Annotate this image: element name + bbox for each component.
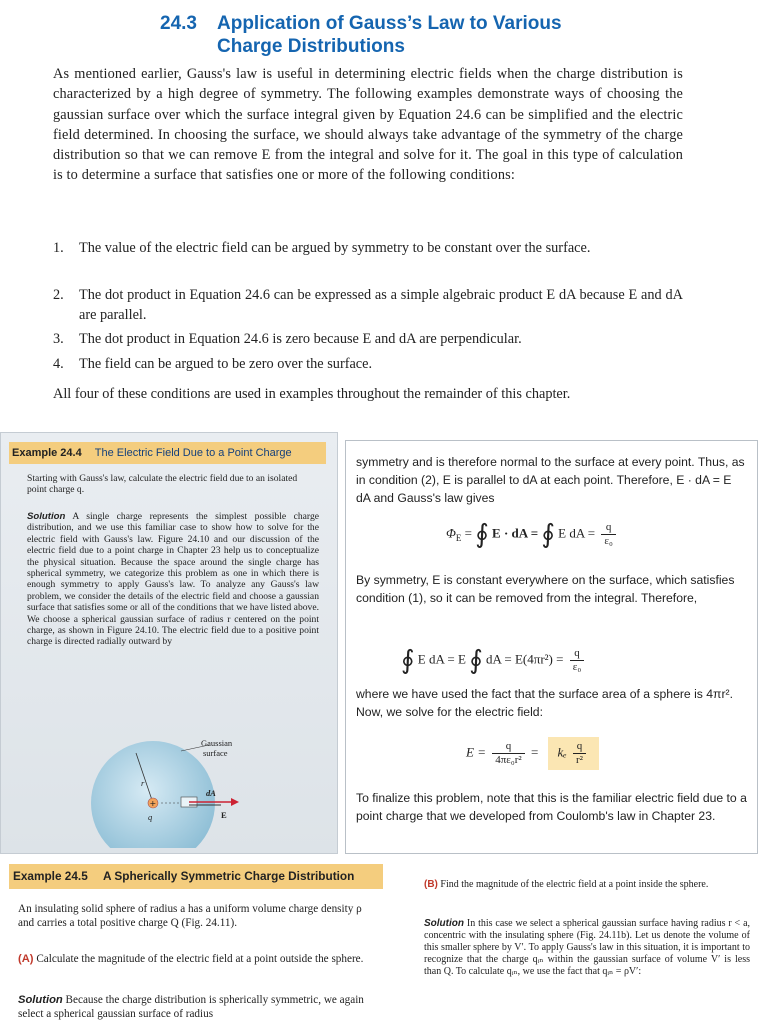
condition-text: The value of the electric field can be argued by symmetry to be constant over the surface. (79, 240, 591, 256)
part-b-text: Find the magnitude of the electric field at a point inside the sphere. (440, 879, 709, 890)
example-24-4-panel (0, 432, 338, 854)
solution-text: A single charge represents the simplest possible charge distribution, and we use this familiar case to show how to solve for the electric field with Gauss's law. Figure 24.10 and our discussion of the electric field due to a point charge in Chapter 23 help us to conceptualize the physical situation. Because the space around the single charge has spherical symmetry, we categorize this problem as one in which there is enough symmetry to apply Gauss's law. To analyze any Gauss's law problem, we consider the details of the electric field and choose a gaussian surface that satisfies some or all of the conditions that we have listed above. We choose a spherical gaussian surface of radius r centered on the point charge, as shown in Figure 24.10. The electric field due to a positive point charge is directed radially outward by (27, 511, 320, 648)
figure-label-dA: dA (206, 788, 216, 798)
example-title: A Spherically Symmetric Charge Distribution (103, 869, 355, 883)
solution-label: Solution (18, 994, 63, 1006)
continuation-text-2: By symmetry, E is constant everywhere on the surface, which satisfies condition (1), so it can be removed from the integral. Therefore, (356, 573, 735, 605)
svg-text:+: + (149, 799, 157, 808)
example-label: Example 24.5 (13, 869, 88, 883)
example-24-5-intro: An insulating solid sphere of radius a has a uniform volume charge density ρ and carries a total positive charge Q (Fig. 24.11). (18, 903, 362, 929)
result-highlight-box: kₑ $\frac{q}{\text{r²}}$ (548, 737, 599, 770)
condition-text: The dot product in Equation 24.6 is zero because E and dA are perpendicular. (79, 331, 522, 347)
part-a-solution (18, 994, 370, 1021)
gaussian-surface-sphere (91, 741, 215, 848)
continuation-text-4: To finalize this problem, note that this is the familiar electric field due to a point charge that we developed from Coulomb's law in Chapter 23. (356, 791, 747, 823)
section-title-line2: Charge Distributions (217, 36, 405, 57)
figure-label-E: E (221, 810, 227, 820)
condition-number: 3. (53, 331, 64, 347)
continuation-text-3: where we have used the fact that the surface area of a sphere is 4πr². Now, we solve for the electric field: (356, 687, 733, 719)
part-b-solution (424, 918, 750, 978)
example-24-4-continuation (345, 440, 758, 854)
example-solution (27, 511, 319, 648)
part-a-text: Calculate the magnitude of the electric field at a point outside the sphere. (36, 953, 364, 965)
closing-paragraph: All four of these conditions are used in examples throughout the remainder of this chapter. (53, 386, 571, 402)
example-24-5-title-bar (9, 864, 383, 889)
part-b-question (424, 879, 750, 891)
solution-text: In this case we select a spherical gaussian surface having radius r < a, concentric with the insulating sphere (Fig. 24.11b). Let us denote the volume of this smaller sphere by V′. To apply Gauss's law in this situation, it is important to recognize that the charge qᵢₙ within the gaussian surface of volume V′ is less than Q. To calculate qᵢₙ, we use the fact that qᵢₙ = ρV′: (424, 918, 751, 978)
figure-label-q: q (148, 812, 153, 822)
condition-text: The field can be argued to be zero over the surface. (79, 356, 373, 372)
condition-number: 2. (53, 287, 64, 303)
solution-label: Solution (424, 918, 464, 929)
condition-text: The dot product in Equation 24.6 can be expressed as a simple algebraic product E dA because E and dA are parallel. (79, 287, 683, 324)
example-title: The Electric Field Due to a Point Charge (94, 447, 292, 459)
section-title-line1: Application of Gauss’s Law to Various (217, 13, 562, 34)
figure-label-r: r (141, 778, 145, 788)
solution-text: Because the charge distribution is spherically symmetric, we again select a spherical gaussian surface of radius (18, 994, 364, 1020)
intro-paragraph: As mentioned earlier, Gauss's law is useful in determining electric fields when the charge distribution is characterized by a high degree of symmetry. The following examples demonstrate ways of choosing the gaussian surface over which the surface integral given by Equation 24.6 can be simplified and the electric field determined. In choosing the surface, we should always take advantage of the symmetry of the charge distribution so that we can remove E from the integral and solve for it. The goal in this type of calculation is to determine a surface that satisfies one or more of the following conditions: (53, 66, 683, 184)
part-a-label: (A) (18, 953, 34, 965)
part-a-question (18, 953, 370, 967)
gaussian-sphere-figure (81, 723, 281, 848)
part-b-label: (B) (424, 879, 438, 890)
example-prompt: Starting with Gauss's law, calculate the electric field due to an isolated point charge q. (27, 473, 298, 496)
continuation-text-1: symmetry and is therefore normal to the surface at every point. Thus, as in condition (2), E is parallel to dA at each point. Therefore, E · dA = E dA and Gauss's law gives (356, 455, 745, 505)
equation-integral: ∮ E dA = E ∮ dA = E(4πr²) = $\frac{q}{\text{ε₀}}$ (401, 647, 587, 674)
condition-number: 4. (53, 356, 64, 372)
solution-label: Solution (27, 511, 66, 522)
example-label: Example 24.4 (12, 447, 82, 459)
example-24-4-title-bar (9, 442, 326, 464)
figure-label-surface-2: surface (203, 748, 228, 758)
equation-gauss-law: $\Phi_E$ = ∮ E · dA = ∮ E dA = $\frac{q}{\text{ε₀}}$ (446, 521, 619, 548)
section-number: 24.3 (160, 13, 197, 34)
condition-number: 1. (53, 240, 64, 256)
figure-label-surface-1: Gaussian (201, 738, 233, 748)
equation-electric-field: E = $\frac{q}{\text{4πε₀r²}}$ = kₑ $\frac{q}{\text{r²}}$ (466, 737, 599, 770)
